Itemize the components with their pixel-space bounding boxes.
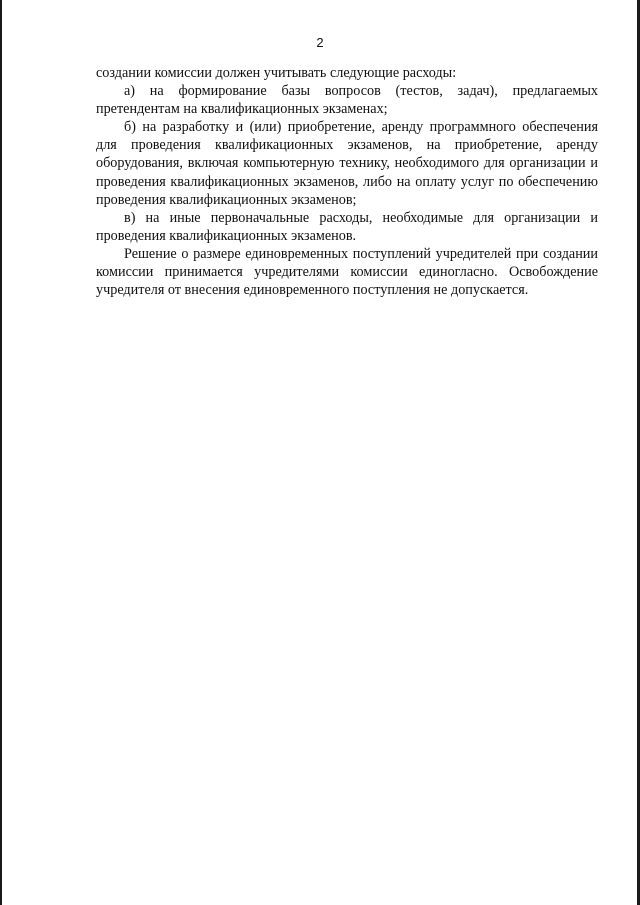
scan-edge-left <box>0 0 2 905</box>
list-item-a: а) на формирование базы вопросов (тестов, задач), предлагаемых претендентам на квалификационных экзаменах; <box>96 83 598 118</box>
list-item-b: б) на разработку и (или) приобретение, аренду программного обеспечения для проведения квалификационных экзаменов, на приобретение, аренду оборудования, включая компьютерную технику, необходимого для организации и проведения квалификационных экзаменов, либо на оплату услуг по обеспечению проведения квалификационных экзаменов; <box>96 119 598 208</box>
list-item-c: в) на иные первоначальные расходы, необходимые для организации и проведения квалификационных экзаменов. <box>96 209 598 244</box>
document-body <box>96 64 598 299</box>
paragraph-decision: Решение о размере единовременных поступлений учредителей при создании комиссии принимается учредителями комиссии единогласно. Освобождение учредителя от внесения единовременного поступления не допускается. <box>96 245 598 299</box>
paragraph-continuation: создании комиссии должен учитывать следующие расходы: <box>96 65 457 81</box>
page-number: 2 <box>316 35 324 50</box>
